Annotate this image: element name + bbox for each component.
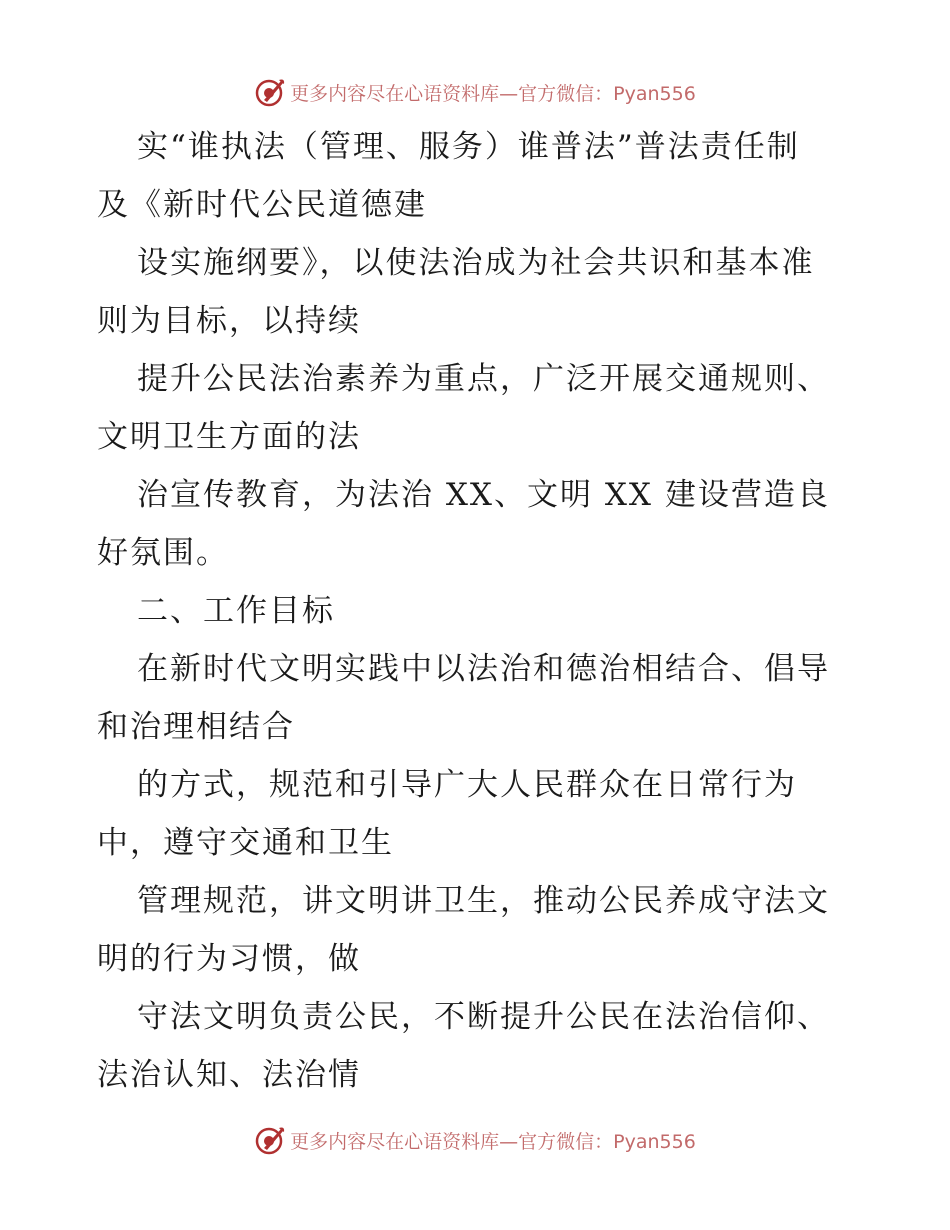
text-line: 在新时代文明实践中以法治和德治相结合、倡导 [137, 651, 830, 687]
text-line: 二、工作目标 [137, 593, 335, 629]
watermark-text: 更多内容尽在心语资料库—官方微信：Pyan556 [290, 82, 696, 105]
quill-logo-icon [254, 1124, 286, 1156]
text-line: 和治理相结合 [97, 709, 295, 745]
text-line: 治宣传教育，为法治 XX、文明 XX 建设营造良 [137, 477, 830, 513]
quill-logo-icon [254, 76, 286, 108]
text-line: 中，遵守交通和卫生 [97, 825, 394, 861]
document-body [97, 118, 867, 1104]
text-line: 实“谁执法（管理、服务）谁普法”普法责任制 [137, 129, 800, 165]
watermark-text: 更多内容尽在心语资料库—官方微信：Pyan556 [290, 1130, 696, 1153]
text-line: 法治认知、法治情 [97, 1057, 361, 1093]
text-line: 好氛围。 [97, 535, 229, 571]
text-line: 则为目标，以持续 [97, 303, 361, 339]
header-watermark [0, 72, 950, 112]
text-line: 提升公民法治素养为重点，广泛开展交通规则、 [137, 361, 830, 397]
text-line: 管理规范，讲文明讲卫生，推动公民养成守法文 [137, 883, 830, 919]
text-line: 及《新时代公民道德建 [97, 187, 427, 223]
text-line: 明的行为习惯，做 [97, 941, 361, 977]
text-line: 文明卫生方面的法 [97, 419, 361, 455]
text-line: 设实施纲要》，以使法治成为社会共识和基本准 [137, 245, 815, 281]
text-line: 的方式，规范和引导广大人民群众在日常行为 [137, 767, 797, 803]
footer-watermark [0, 1120, 950, 1160]
text-line: 守法文明负责公民，不断提升公民在法治信仰、 [137, 999, 830, 1035]
